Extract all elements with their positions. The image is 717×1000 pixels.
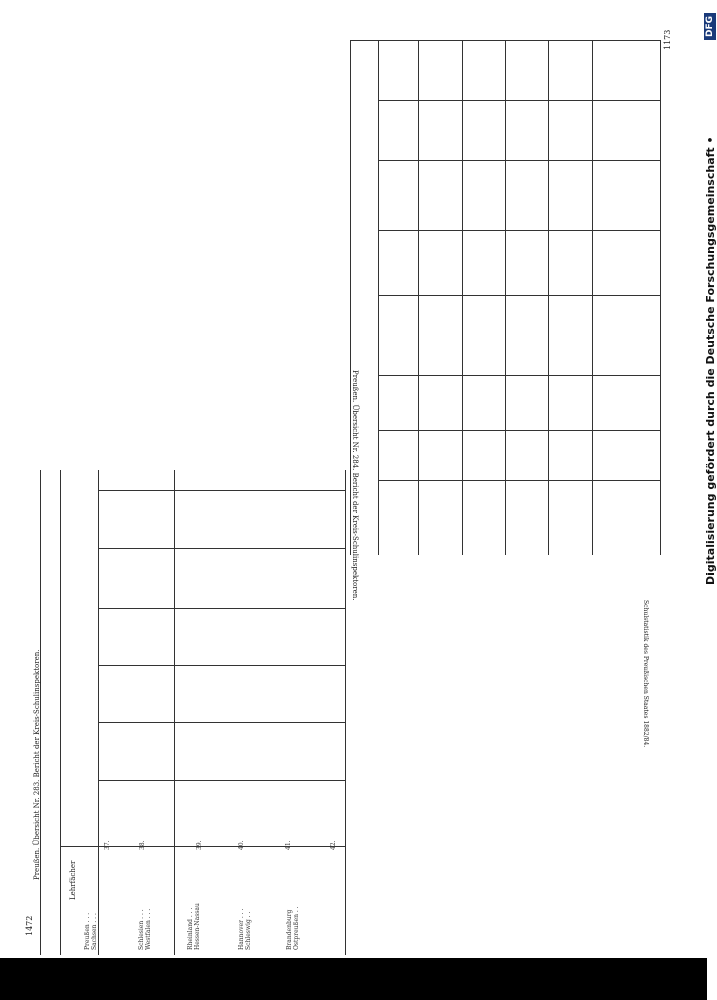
row-group-42: 42. — [330, 840, 337, 850]
row-label: Preußen . . . — [84, 912, 91, 950]
row-label: Hessen-Nassau — [194, 903, 201, 950]
row-group-40: 40. — [238, 840, 245, 850]
scan-edge-bar — [0, 958, 707, 1000]
dfg-logo: DFG — [704, 13, 716, 40]
row-label: Schlesien . . . — [138, 909, 145, 950]
row-group-37: 37. — [104, 840, 111, 850]
row-label: Ostpreußen . . — [293, 906, 300, 950]
row-label: Westfalen . . . — [145, 908, 152, 950]
page-number-right: 1173 — [663, 29, 672, 50]
row-group-39: 39. — [196, 840, 203, 850]
right-table-header: Preußen. Übersicht Nr. 284. Bericht der Kreis-Schulinspektoren. — [351, 370, 359, 601]
row-label: Sachsen . . . — [91, 913, 98, 950]
row-label: Brandenburg — [286, 909, 293, 950]
row-label: Schleswig . . — [245, 911, 252, 950]
row-label: Rheinland . . . — [187, 907, 194, 950]
row-label: Hannover . . . — [238, 908, 245, 950]
footer-note: Schulstatistik des Preußischen Staates 1882/84. — [642, 600, 649, 748]
left-side-label: Lehrfächer — [69, 860, 77, 900]
left-table-header: Preußen. Übersicht Nr. 283. Bericht der Kreis-Schulinspektoren. — [33, 649, 41, 880]
row-group-38: 38. — [139, 840, 146, 850]
row-group-41: 41. — [285, 840, 292, 850]
page-number-left: 1472 — [25, 915, 34, 936]
digitization-credit: Digitalisierung gefördert durch die Deutsche Forschungsgemeinschaft • — [704, 136, 717, 585]
